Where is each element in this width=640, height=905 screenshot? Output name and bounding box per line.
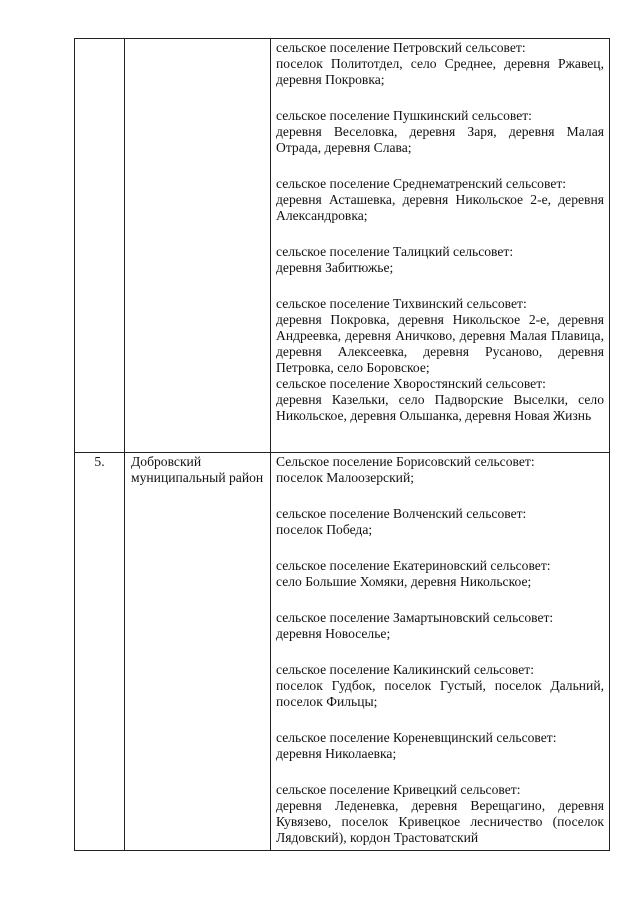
settlement-entry <box>276 610 604 642</box>
settlement-places: деревня Новоселье; <box>276 626 391 641</box>
settlement-entry <box>276 730 604 762</box>
settlement-places: деревня Леденевка, деревня Верещагино, деревня Кувязево, поселок Кривецкое лесничество (поселок Лядовский), кордон Трастоватский <box>276 798 604 845</box>
settlement-places: деревня Казельки, село Падворские Выселки, село Никольское, деревня Ольшанка, деревня Новая Жизнь <box>276 392 604 423</box>
settlements-table <box>74 38 610 851</box>
settlements-cell <box>271 453 610 851</box>
settlement-places: деревня Забитюжье; <box>276 260 394 275</box>
settlement-places: поселок Победа; <box>276 522 373 537</box>
settlement-places: деревня Асташевка, деревня Никольское 2-е, деревня Александровка; <box>276 192 604 223</box>
table-row <box>75 453 610 851</box>
settlement-name: сельское поселение Хворостянский сельсовет: <box>276 376 546 391</box>
settlement-name: сельское поселение Тихвинский сельсовет: <box>276 296 527 311</box>
settlement-entry <box>276 782 604 846</box>
settlement-name: сельское поселение Екатериновский сельсовет: <box>276 558 551 573</box>
settlement-name: сельское поселение Замартыновский сельсовет: <box>276 610 554 625</box>
settlement-entry <box>276 662 604 710</box>
settlement-places: деревня Николаевка; <box>276 746 397 761</box>
table-row <box>75 39 610 453</box>
settlement-name: сельское поселение Петровский сельсовет: <box>276 40 526 55</box>
settlement-name: сельское поселение Пушкинский сельсовет: <box>276 108 532 123</box>
settlement-name: сельское поселение Среднематренский сельсовет: <box>276 176 567 191</box>
settlement-name: Сельское поселение Борисовский сельсовет: <box>276 454 535 469</box>
settlement-places: село Большие Хомяки, деревня Никольское; <box>276 574 532 589</box>
settlement-entry <box>276 108 604 156</box>
settlement-name: сельское поселение Кривецкий сельсовет: <box>276 782 521 797</box>
settlement-entry <box>276 558 604 590</box>
settlement-places: деревня Веселовка, деревня Заря, деревня Малая Отрада, деревня Слава; <box>276 124 604 155</box>
settlement-entry <box>276 40 604 88</box>
settlement-entry <box>276 376 604 424</box>
settlement-places: поселок Малоозерский; <box>276 470 415 485</box>
settlement-name: сельское поселение Кореневщинский сельсовет: <box>276 730 557 745</box>
settlement-name: сельское поселение Каликинский сельсовет: <box>276 662 534 677</box>
row-number-cell: 5. <box>75 453 125 851</box>
settlement-entry <box>276 506 604 538</box>
settlement-places: деревня Покровка, деревня Никольское 2-е, деревня Андреевка, деревня Аничково, деревня Малая Плавица, деревня Алексеевка, деревня Русаново, деревня Петровка, село Боровское; <box>276 312 604 375</box>
district-cell <box>125 39 271 453</box>
settlements-cell <box>271 39 610 453</box>
settlement-name: сельское поселение Талицкий сельсовет: <box>276 244 514 259</box>
row-number-cell <box>75 39 125 453</box>
settlement-name: сельское поселение Волченский сельсовет: <box>276 506 527 521</box>
settlement-entry <box>276 176 604 224</box>
settlement-entry <box>276 296 604 376</box>
settlement-entry <box>276 244 604 276</box>
district-cell: Добровский муниципальный район <box>125 453 271 851</box>
settlement-entry <box>276 454 604 486</box>
settlement-places: поселок Политотдел, село Среднее, деревня Ржавец, деревня Покровка; <box>276 56 604 87</box>
settlement-places: поселок Гудбок, поселок Густый, поселок Дальний, поселок Фильцы; <box>276 678 604 709</box>
